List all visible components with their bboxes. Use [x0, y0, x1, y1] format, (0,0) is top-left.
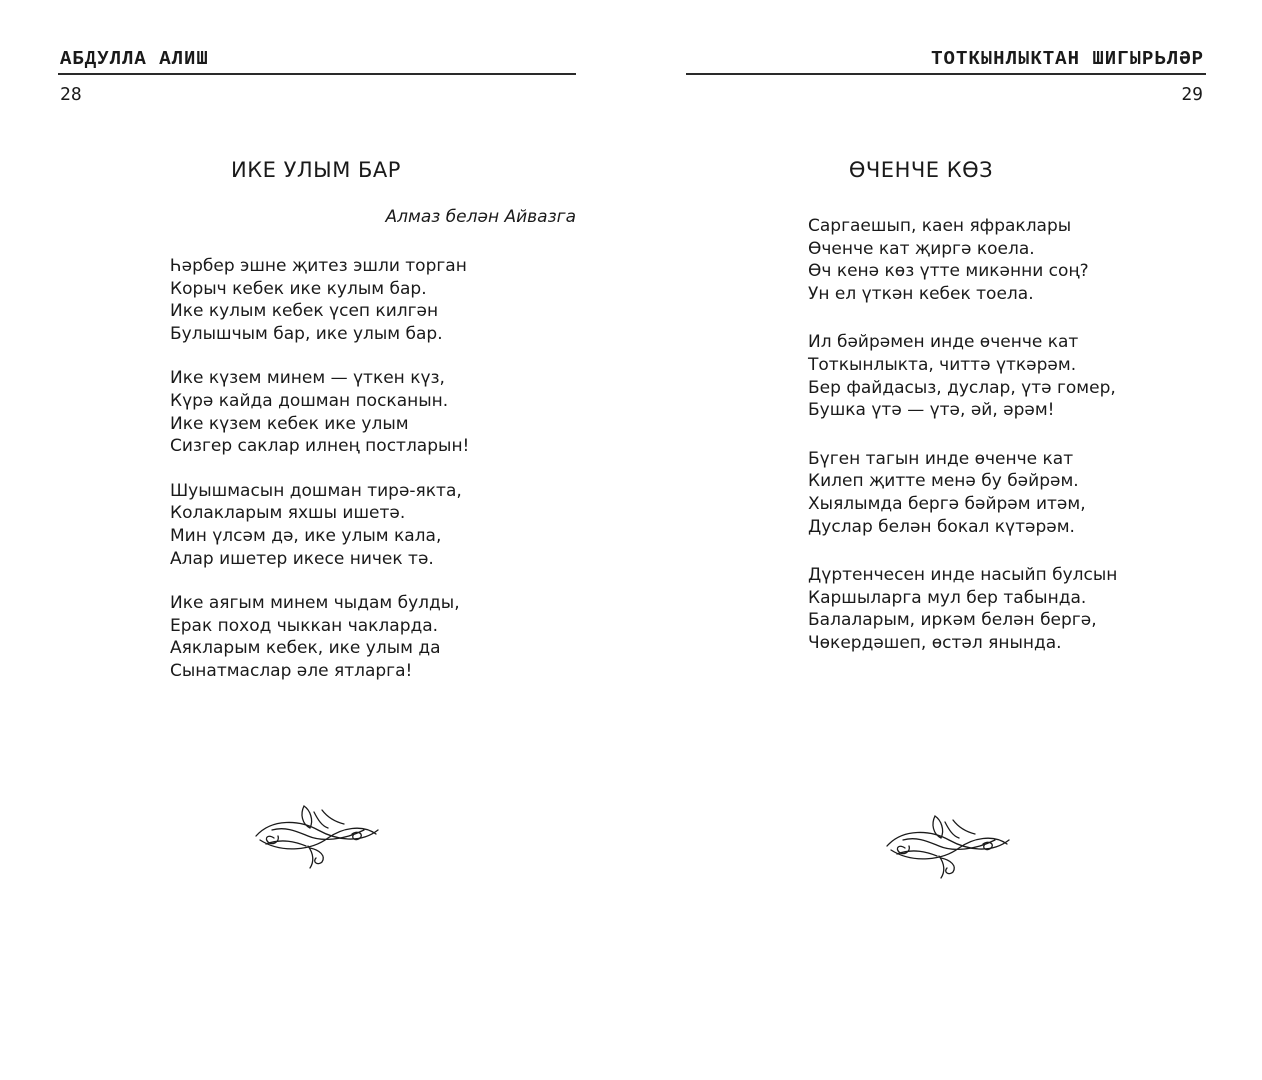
verse-line: Ике күзем кебек ике улым — [170, 413, 409, 434]
stanza — [808, 448, 1117, 538]
stanza — [170, 592, 469, 682]
page-number: 29 — [1181, 84, 1203, 105]
stanza — [170, 367, 469, 457]
verse-line: Булышчым бар, ике улым бар. — [170, 323, 443, 344]
verse-line: Ике кулым кебек үсеп килгән — [170, 301, 439, 322]
verse-line: Корыч кебек ике кулым бар. — [170, 278, 427, 299]
poem-body — [170, 255, 469, 705]
verse-line: Дуслар белән бокал күтәрәм. — [808, 516, 1075, 537]
verse-line: Чөкердәшеп, өстәл янында. — [808, 632, 1062, 653]
verse-line: Өч кенә көз үтте микәнни соң? — [808, 261, 1089, 282]
verse-line: Тоткынлыкта, читтә үткәрәм. — [808, 354, 1077, 375]
poem-body — [808, 215, 1117, 681]
poem-title: ИКЕ УЛЫМ БАР — [231, 158, 401, 182]
verse-line: Күрә кайда дошман посканын. — [170, 390, 449, 411]
verse-line: Дүртенчесен инде насыйп булсын — [808, 565, 1118, 586]
verse-line: Саргаешып, каен яфраклары — [808, 216, 1072, 236]
verse-line: Аякларым кебек, ике улым да — [170, 638, 441, 659]
verse-line: Ун ел үткән кебек тоела. — [808, 283, 1034, 304]
header-rule — [686, 73, 1206, 75]
right-page — [631, 0, 1262, 1080]
flourish-ornament-icon — [883, 810, 1013, 880]
verse-line: Бер файдасыз, дуслар, үтә гомер, — [808, 377, 1116, 398]
verse-line: Ике күзем минем — үткен күз, — [170, 368, 445, 389]
verse-line: Хыялымда бергә бәйрәм итәм, — [808, 493, 1086, 514]
stanza — [170, 480, 469, 570]
running-head-author: АБДУЛЛА АЛИШ — [60, 48, 209, 70]
verse-line: Сизгер саклар илнең постларын! — [170, 436, 470, 457]
stanza — [808, 564, 1117, 654]
verse-line: Шуышмасын дошман тирә-якта, — [170, 480, 462, 501]
header-rule — [58, 73, 576, 75]
stanza — [808, 331, 1117, 421]
verse-line: Бүген тагын инде өченче кат — [808, 448, 1074, 469]
verse-line: Сынатмаслар әле ятларга! — [170, 660, 413, 681]
stanza — [808, 215, 1117, 305]
verse-line: Балаларым, иркәм белән бергә, — [808, 610, 1097, 631]
poem-title: ӨЧЕНЧЕ КӨЗ — [848, 158, 994, 182]
stanza — [170, 255, 469, 345]
poem-dedication: Алмаз белән Айвазга — [385, 207, 576, 227]
verse-line: Алар ишетер икесе ничек тә. — [170, 548, 434, 569]
verse-line: Мин үлсәм дә, ике улым кала, — [170, 525, 442, 546]
running-head-book-title: ТОТКЫНЛЫКТАН ШИГЫРЬЛӘР — [931, 48, 1204, 70]
verse-line: Бушка үтә — үтә, әй, әрәм! — [808, 400, 1055, 421]
verse-line: Ике аягым минем чыдам булды, — [170, 593, 460, 614]
flourish-ornament-icon — [252, 800, 382, 870]
verse-line: Колакларым яхшы ишетә. — [170, 503, 406, 524]
verse-line: Өченче кат җиргә коела. — [808, 238, 1035, 259]
verse-line: Ил бәйрәмен инде өченче кат — [808, 332, 1079, 353]
page-number: 28 — [60, 84, 82, 105]
verse-line: Һәрбер эшне җитез эшли торган — [170, 256, 467, 276]
verse-line: Килеп җитте менә бу бәйрәм. — [808, 471, 1079, 492]
verse-line: Каршыларга мул бер табында. — [808, 587, 1087, 608]
verse-line: Ерак поход чыккан чакларда. — [170, 615, 439, 636]
